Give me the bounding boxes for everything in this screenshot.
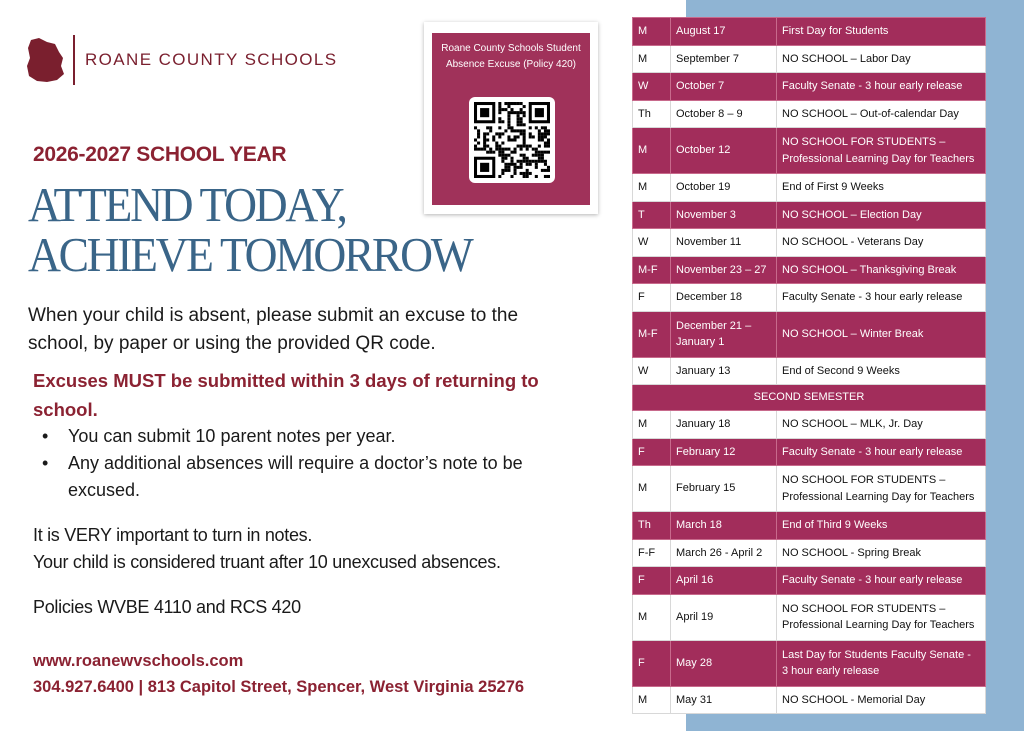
- day-cell: Th: [633, 100, 671, 128]
- event-cell: NO SCHOOL - Memorial Day: [777, 686, 986, 714]
- table-row: [633, 640, 986, 686]
- day-cell: M-F: [633, 256, 671, 284]
- event-cell: First Day for Students: [777, 18, 986, 46]
- table-row: [633, 311, 986, 357]
- event-cell: NO SCHOOL – Winter Break: [777, 311, 986, 357]
- event-cell: NO SCHOOL - Veterans Day: [777, 229, 986, 257]
- day-cell: W: [633, 357, 671, 385]
- table-row: [633, 100, 986, 128]
- event-cell: NO SCHOOL FOR STUDENTS – Professional Learning Day for Teachers: [777, 594, 986, 640]
- date-cell: February 12: [671, 438, 777, 466]
- day-cell: F: [633, 438, 671, 466]
- logo-divider: [73, 35, 75, 85]
- date-cell: December 21 – January 1: [671, 311, 777, 357]
- table-row: [633, 201, 986, 229]
- day-cell: F: [633, 640, 671, 686]
- event-cell: Last Day for Students Faculty Senate - 3 hour early release: [777, 640, 986, 686]
- logo-text: ROANE COUNTY SCHOOLS: [85, 50, 338, 69]
- footer: [33, 648, 524, 700]
- day-cell: F: [633, 284, 671, 312]
- semester-label: SECOND SEMESTER: [633, 385, 986, 411]
- date-cell: October 7: [671, 73, 777, 101]
- day-cell: M: [633, 411, 671, 439]
- day-cell: M: [633, 45, 671, 73]
- date-cell: October 12: [671, 128, 777, 174]
- table-row: [633, 466, 986, 512]
- table-row: [633, 284, 986, 312]
- bullet-icon: •: [42, 453, 49, 473]
- table-row: [633, 174, 986, 202]
- event-cell: NO SCHOOL - Spring Break: [777, 539, 986, 567]
- school-year: 2026-2027 SCHOOL YEAR: [33, 143, 287, 166]
- headline-line-2: ACHIEVE TOMORROW: [28, 227, 472, 282]
- deadline-text: Excuses MUST be submitted within 3 days of returning to school.: [33, 370, 539, 420]
- table-row: [633, 128, 986, 174]
- date-cell: January 13: [671, 357, 777, 385]
- date-cell: October 19: [671, 174, 777, 202]
- event-cell: Faculty Senate - 3 hour early release: [777, 73, 986, 101]
- table-row: [633, 45, 986, 73]
- date-cell: March 26 - April 2: [671, 539, 777, 567]
- headline: [28, 177, 472, 282]
- table-row: [633, 594, 986, 640]
- phone-number[interactable]: 304.927.6400: [33, 678, 134, 696]
- event-cell: NO SCHOOL – Election Day: [777, 201, 986, 229]
- event-cell: Faculty Senate - 3 hour early release: [777, 567, 986, 595]
- day-cell: F: [633, 567, 671, 595]
- table-row: [633, 256, 986, 284]
- date-cell: November 23 – 27: [671, 256, 777, 284]
- list-item: [42, 450, 542, 504]
- intro-text: When your child is absent, please submit an excuse to the school, by paper or using the provided QR code.: [28, 305, 519, 354]
- day-cell: M: [633, 174, 671, 202]
- table-row: [633, 357, 986, 385]
- date-cell: October 8 – 9: [671, 100, 777, 128]
- date-cell: January 18: [671, 411, 777, 439]
- qr-title: Roane County Schools Student Absence Excuse (Policy 420): [441, 43, 581, 70]
- rule-text: Any additional absences will require a doctor’s note to be excused.: [68, 453, 523, 500]
- headline-line-1: ATTEND TODAY,: [28, 177, 346, 232]
- table-row: [633, 539, 986, 567]
- table-row: [633, 411, 986, 439]
- event-cell: End of Second 9 Weeks: [777, 357, 986, 385]
- date-cell: May 28: [671, 640, 777, 686]
- event-cell: Faculty Senate - 3 hour early release: [777, 438, 986, 466]
- day-cell: W: [633, 229, 671, 257]
- table-row: [633, 18, 986, 46]
- table-row: [633, 73, 986, 101]
- day-cell: Th: [633, 512, 671, 540]
- day-cell: M-F: [633, 311, 671, 357]
- event-cell: End of Third 9 Weeks: [777, 512, 986, 540]
- day-cell: T: [633, 201, 671, 229]
- logo: [25, 35, 338, 85]
- bullet-icon: •: [42, 426, 49, 446]
- footer-separator: |: [138, 678, 144, 696]
- day-cell: F-F: [633, 539, 671, 567]
- event-cell: NO SCHOOL – Labor Day: [777, 45, 986, 73]
- table-row: [633, 512, 986, 540]
- rule-text: You can submit 10 parent notes per year.: [68, 426, 396, 446]
- day-cell: M: [633, 686, 671, 714]
- policies-text: Policies WVBE 4110 and RCS 420: [33, 597, 301, 617]
- event-cell: NO SCHOOL FOR STUDENTS – Professional Learning Day for Teachers: [777, 466, 986, 512]
- table-row: [633, 567, 986, 595]
- important-line-2: Your child is considered truant after 10 unexcused absences.: [33, 552, 501, 572]
- list-item: [42, 423, 542, 450]
- event-cell: End of First 9 Weeks: [777, 174, 986, 202]
- table-row: [633, 229, 986, 257]
- date-cell: April 19: [671, 594, 777, 640]
- address: 813 Capitol Street, Spencer, West Virginia 25276: [147, 678, 525, 696]
- website-link[interactable]: www.roanewvschools.com: [33, 652, 244, 670]
- day-cell: M: [633, 466, 671, 512]
- date-cell: April 16: [671, 567, 777, 595]
- day-cell: M: [633, 18, 671, 46]
- date-cell: September 7: [671, 45, 777, 73]
- qr-code-icon[interactable]: [474, 102, 550, 178]
- qr-box[interactable]: [469, 97, 555, 183]
- important-line-1: It is VERY important to turn in notes.: [33, 525, 313, 545]
- event-cell: Faculty Senate - 3 hour early release: [777, 284, 986, 312]
- date-cell: February 15: [671, 466, 777, 512]
- day-cell: M: [633, 128, 671, 174]
- event-cell: NO SCHOOL FOR STUDENTS – Professional Learning Day for Teachers: [777, 128, 986, 174]
- important-note: [33, 522, 501, 576]
- date-cell: December 18: [671, 284, 777, 312]
- day-cell: M: [633, 594, 671, 640]
- table-row: [633, 438, 986, 466]
- date-cell: November 11: [671, 229, 777, 257]
- semester-header-row: [633, 385, 986, 411]
- rules-list: [42, 423, 542, 504]
- event-cell: NO SCHOOL – Out-of-calendar Day: [777, 100, 986, 128]
- date-cell: November 3: [671, 201, 777, 229]
- calendar-table: [632, 17, 986, 714]
- table-row: [633, 686, 986, 714]
- event-cell: NO SCHOOL – MLK, Jr. Day: [777, 411, 986, 439]
- event-cell: NO SCHOOL – Thanksgiving Break: [777, 256, 986, 284]
- date-cell: August 17: [671, 18, 777, 46]
- date-cell: May 31: [671, 686, 777, 714]
- day-cell: W: [633, 73, 671, 101]
- county-map-icon: [25, 36, 65, 84]
- date-cell: March 18: [671, 512, 777, 540]
